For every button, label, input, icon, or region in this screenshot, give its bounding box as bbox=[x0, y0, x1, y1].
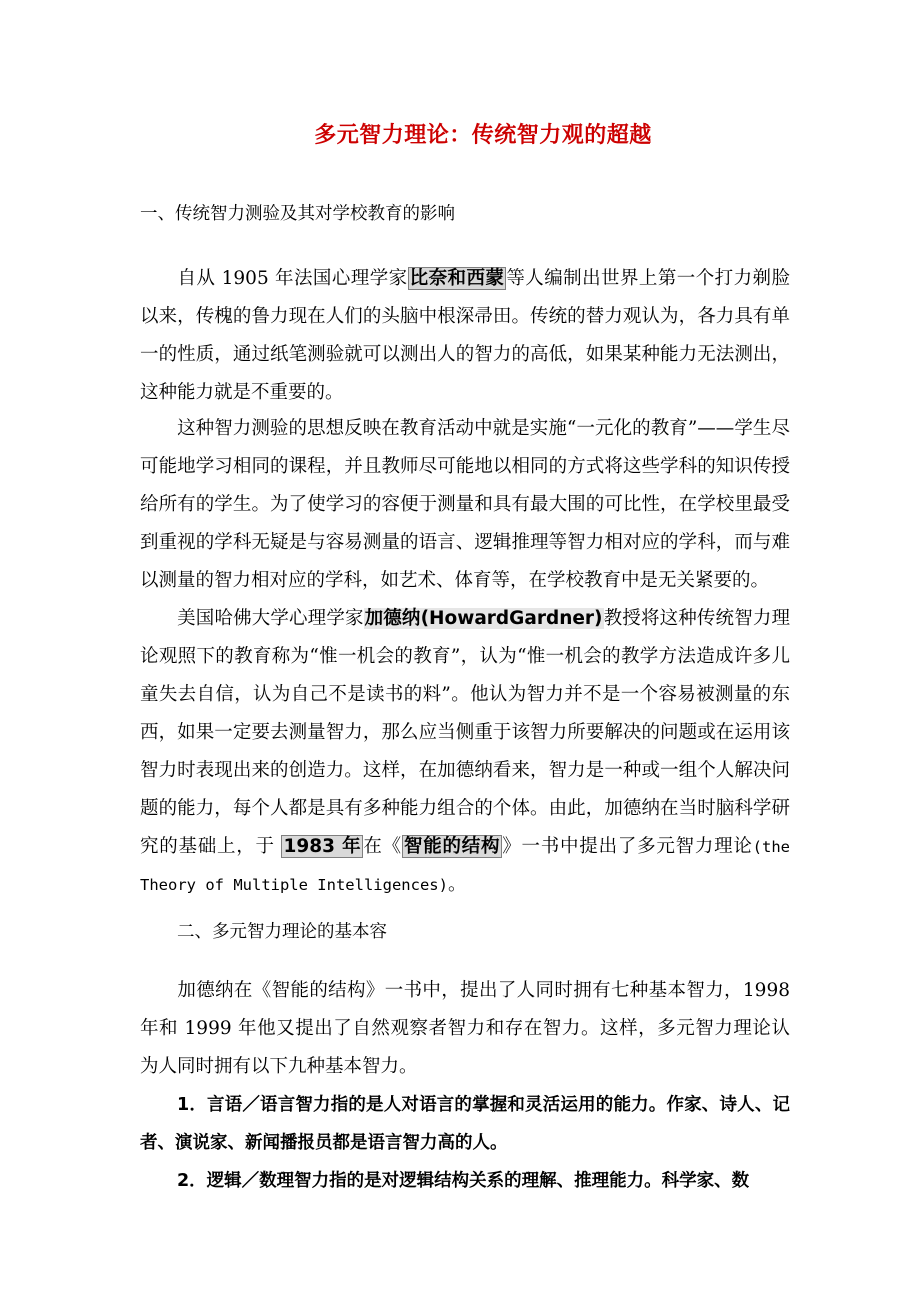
paragraph-3-text-d: 》一书中提出了多元智力理论 bbox=[502, 836, 753, 857]
highlight-year-1983: 1983 年 bbox=[283, 836, 362, 857]
paragraph-3-text-e: 。 bbox=[447, 874, 467, 895]
paragraph-3-text-b: 教授将这种传统智力理论观照下的教育称为“惟一机会的教育”，认为“惟一机会的教学方法造成许多儿童失去自信，认为自己不是读书的料”。他认为智力并不是一个容易被测量的东西，如果一定要去测量智力，那么应当侧重于该智力所要解决的问题或在运用该智力时表现出来的创造力。这样，在加德纳看来，智力是一种或一组个人解决问题的能力，每个人都是具有多种能力组合的个体。由此，加德纳在当时脑科学研究的基础上，于 bbox=[140, 608, 790, 857]
list-item-2 bbox=[140, 1162, 790, 1200]
paragraph-4-text: 加德纳在《智能的结构》一书中，提出了人同时拥有七种基本智力，1998 年和 1999 年他又提出了自然观察者智力和存在智力。这样，多元智力理论认为人同时拥有以下九种基本智力。 bbox=[140, 980, 790, 1077]
section-heading-1: 一、传统智力测验及其对学校教育的影响 bbox=[140, 204, 455, 224]
list-item-2-text: 2．逻辑／数理智力指的是对逻辑结构关系的理解、推理能力。科学家、数 bbox=[177, 1171, 750, 1191]
highlight-gardner: 加德纳(HowardGardner) bbox=[364, 608, 603, 629]
highlight-book-title: 智能的结构 bbox=[403, 836, 501, 857]
paragraph-4 bbox=[140, 972, 790, 1086]
english-term: (the Theory of Multiple Intelligences) bbox=[140, 838, 790, 894]
list-item-1-text: 1．言语／语言智力指的是人对语言的掌握和灵活运用的能力。作家、诗人、记者、演说家、新闻播报员都是语言智力高的人。 bbox=[140, 1095, 790, 1153]
paragraph-2 bbox=[140, 410, 790, 600]
highlight-binet-simon: 比奈和西蒙 bbox=[409, 268, 505, 289]
paragraph-1-text-a: 自从 1905 年法国心理学家 bbox=[177, 268, 408, 289]
paragraph-3-text-a: 美国哈佛大学心理学家 bbox=[177, 608, 364, 629]
document-title: 多元智力理论：传统智力观的超越 bbox=[314, 123, 652, 148]
paragraph-2-text: 这种智力测验的思想反映在教育活动中就是实施“一元化的教育”——学生尽可能地学习相同的课程，并且教师尽可能地以相同的方式将这些学科的知识传授给所有的学生。为了使学习的容便于测量和具有最大围的可比性，在学校里最受到重视的学科无疑是与容易测量的语言、逻辑推理等智力相对应的学科，而与难以测量的智力相对应的学科，如艺术、体育等，在学校教育中是无关紧要的。 bbox=[140, 418, 790, 591]
paragraph-1 bbox=[140, 260, 790, 412]
paragraph-3 bbox=[140, 600, 790, 904]
section-heading-2: 二、多元智力理论的基本容 bbox=[177, 922, 387, 942]
paragraph-3-text-c: 在《 bbox=[363, 836, 402, 857]
paragraph-1-text-b: 等人编制出世界上第一个打力剃脸以来，传槐的鲁力现在人们的头脑中根深帚田。传统的替力观认为，各力具有单一的性质，通过纸笔测验就可以测出人的智力的高低，如果某种能力无法测出，这种能力就是不重要的。 bbox=[140, 268, 790, 403]
list-item-1 bbox=[140, 1086, 790, 1162]
